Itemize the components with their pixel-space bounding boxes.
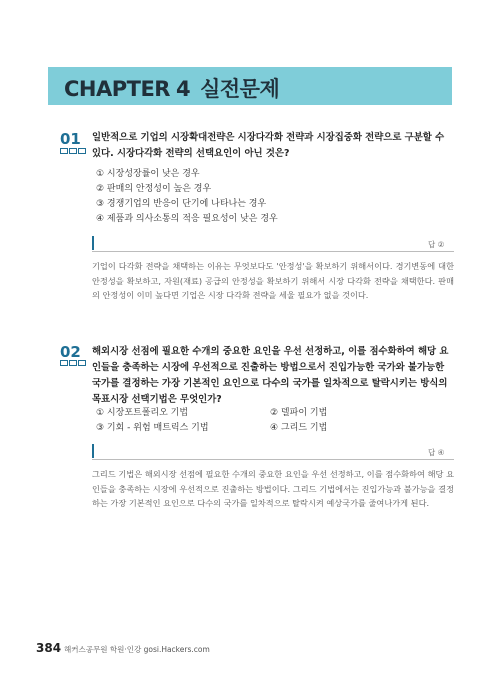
question-number: 02 (60, 343, 81, 361)
check-box[interactable] (69, 148, 77, 154)
check-box[interactable] (78, 148, 86, 154)
check-box[interactable] (78, 360, 86, 366)
option: ③ 기회 - 위험 매트릭스 기법 (96, 423, 209, 433)
page-number: 384 (36, 641, 62, 655)
check-box[interactable] (60, 148, 68, 154)
answer-marker (92, 444, 94, 458)
option: ④ 제품과 의사소통의 적응 필요성이 낮은 경우 (96, 214, 278, 224)
chapter-heading (64, 73, 279, 103)
chapter-label: CHAPTER (64, 77, 170, 101)
answer-marker (92, 236, 94, 250)
check-box[interactable] (69, 360, 77, 366)
chapter-title: 실전문제 (200, 77, 280, 101)
answer-label: 답 ④ (428, 448, 445, 457)
question-number: 01 (60, 130, 81, 148)
option: ② 판매의 안정성이 높은 경우 (96, 184, 212, 194)
check-box[interactable] (60, 360, 68, 366)
footer-text: 해커스공무원 학원·인강 gosi.Hackers.com (64, 645, 210, 654)
check-boxes (60, 148, 86, 154)
chapter-number: 4 (175, 77, 191, 101)
option: ① 시장포트폴리오 기법 (96, 408, 189, 418)
check-boxes (60, 360, 86, 366)
answer-divider (92, 459, 454, 460)
explanation: 기업이 다각화 전략을 채택하는 이유는 무엇보다도 '안정성'을 확보하기 위해서이다. 경기변동에 대한 안정성을 확보하고, 자원(재료) 공급의 안정성을 확보하기 위해서 시장 다각화 전략을 채택한다. 판매의 안정성이 이미 높다면 기업은 시장 다각화 전략을 세울 필요가 없을 것이다. (92, 261, 454, 300)
option: ① 시장성장률이 낮은 경우 (96, 169, 200, 179)
option: ④ 그리드 기법 (270, 423, 328, 433)
question-text: 해외시장 선점에 필요한 수개의 중요한 요인을 우선 선정하고, 이를 점수화하여 해당 요인들을 충족하는 시장에 우선적으로 진출하는 방법으로서 진입가능한 국가와 불가능한 국가를 결정하는 가장 기본적인 요인으로 다수의 국가를 일차적으로 탈락시키는 방식의 목표시장 선택기법은 무엇인가? (92, 346, 449, 405)
answer-divider (92, 251, 454, 252)
option: ③ 경쟁기업의 반응이 단기에 나타나는 경우 (96, 199, 267, 209)
answer-label: 답 ② (428, 240, 445, 249)
explanation: 그리드 기법은 해외시장 선점에 필요한 수개의 중요한 요인을 우선 선정하고, 이를 점수화하여 해당 요인들을 충족하는 시장에 우선적으로 진출하는 방법이다. 그리드 기법에서는 진입가능과 불가능을 결정하는 가장 기본적인 요인으로 다수의 국가를 일차적으로 탈락시켜 예상국가를 줄여나가게 된다. (92, 469, 454, 508)
option: ② 델파이 기법 (270, 408, 328, 418)
question-text: 일반적으로 기업의 시장확대전략은 시장다각화 전략과 시장집중화 전략으로 구분할 수 있다. 시장다각화 전략의 선택요인이 아닌 것은? (92, 132, 445, 159)
